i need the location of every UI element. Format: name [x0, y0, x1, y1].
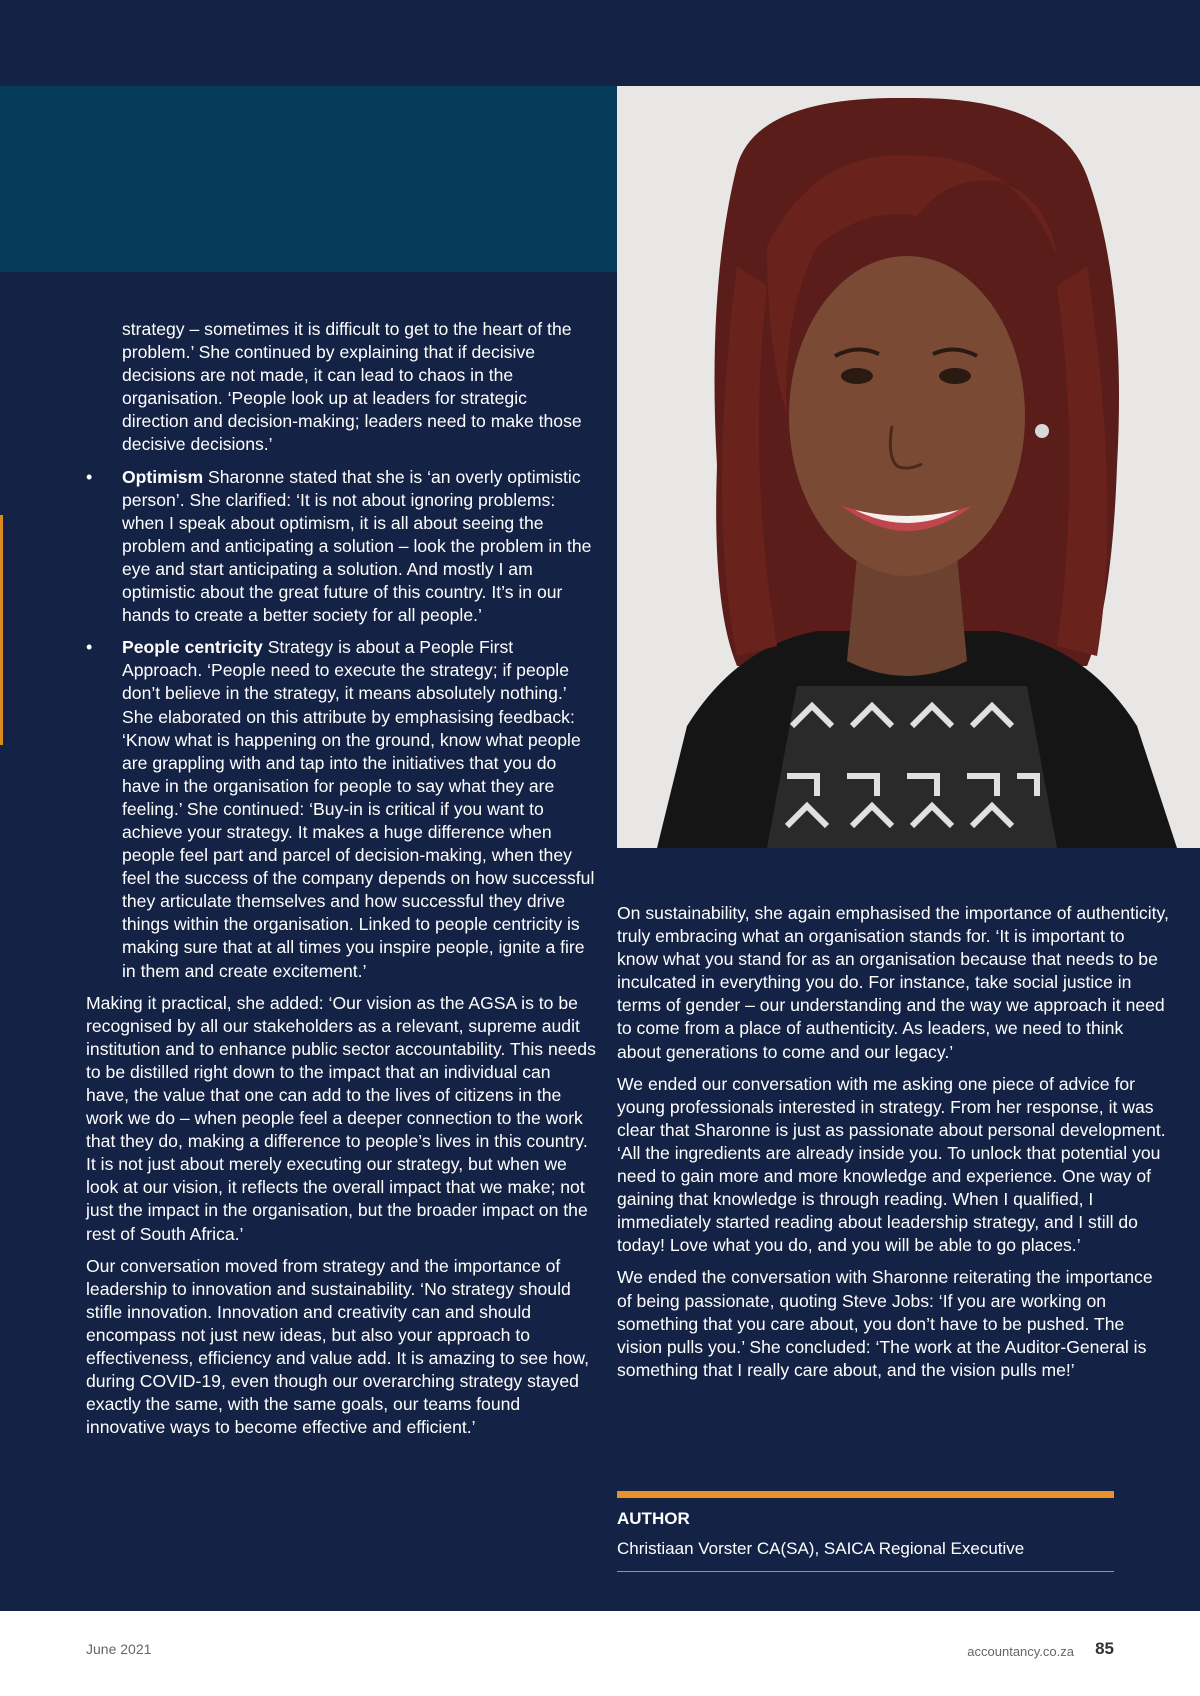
bullet-text: Sharonne stated that she is ‘an overly optimistic person’. She clarified: ‘It is not about ignoring problems: when I speak about optimism, it is all about seeing the problem and anticipating a solution – look the problem in the eye and start anticipating a solution. And mostly I am optimistic about the great future of this country. It’s in our hands to create a better society for all people.’: [122, 466, 592, 626]
paragraph: We ended our conversation with me asking one piece of advice for young professionals interested in strategy. From her response, it was clear that Sharonne is just as passionate about personal development. ‘All the ingredients are already inside you. To unlock that potential you need to gain more and more knowledge and experience. One way of gaining that knowledge is through reading. When I qualified, I immediately started reading about leadership strategy, and I still do today! Love what you do, and you will be able to go places.’: [617, 1073, 1166, 1256]
portrait-photo: [617, 86, 1200, 848]
paragraph: Making it practical, she added: ‘Our vision as the AGSA is to be recognised by all our stakeholders as a relevant, supreme audit institution and to enhance public sector accountability. This needs to be distilled right down to the impact that an individual can have, the value that one can add to the lives of citizens in the work we do – when people feel a deeper connection to the work that they do, making a difference to people’s lives in this country. It is not just about merely executing our strategy, but when we look at our vision, it reflects the overall impact that we make; not just the impact in the organisation, but the broader impact on the rest of South Africa.’: [86, 992, 596, 1244]
author-accent-bar: [617, 1491, 1114, 1498]
author-divider: [617, 1571, 1114, 1572]
paragraph: On sustainability, she again emphasised the importance of authenticity, truly embracing what an organisation stands for. ‘It is important to know what you stand for as an organisation because that needs to be inculcated in everything you do. For instance, take social justice in terms of gender – our understanding and the way we approach it need to come from a place of authenticity. As leaders, we need to think about generations to come and our legacy.’: [617, 903, 1169, 1062]
paragraph: Our conversation moved from strategy and the importance of leadership to innovation and sustainability. ‘No strategy should stifle innovation. Innovation and creativity can and should encompass not just new ideas, but also your approach to effectiveness, efficiency and value add. It is amazing to see how, during COVID-19, even though our overarching strategy stayed exactly the same, with the same goals, our teams found innovative ways to become effective and efficient.’: [86, 1255, 590, 1438]
bullet-title: People centricity: [122, 637, 263, 658]
bullet-optimism: [86, 466, 596, 628]
paragraph: We ended the conversation with Sharonne reiterating the importance of being passionate, quoting Steve Jobs: ‘If you are working on something that you care about, you don’t have to be pushed. The vision pulls you.’ She concluded: ‘The work at the Auditor-General is something that I really care about, and the vision pulls me!’: [617, 1267, 1153, 1380]
bullet-dot: •: [86, 637, 93, 658]
right-column: [617, 902, 1170, 1391]
website-link[interactable]: accountancy.co.za: [967, 1644, 1074, 1659]
bullet-dot: •: [86, 466, 93, 487]
header-color-band: [0, 86, 617, 272]
margin-accent-line: [0, 515, 3, 745]
bullet-text: Strategy is about a People First Approach. ‘People need to execute the strategy; if people don’t believe in the strategy, it means absolutely nothing.’ She elaborated on this attribute by emphasising feedback: ‘Know what is happening on the ground, know what people are grappling with and tap into the initiatives that you do have in the organisation for people to say what they are feeling.’ She continued: ‘Buy-in is critical if you want to achieve your strategy. It makes a huge difference when people feel part and parcel of decision-making, when they feel the success of the company depends on how successful they articulate themselves and how successful they drive things within the organisation. Linked to people centricity is making sure that at all times you inspire people, ignite a fire in them and create excitement.’: [122, 637, 595, 981]
page-footer: [0, 1611, 1200, 1696]
page-number: 85: [1095, 1639, 1114, 1658]
paragraph-continuation: strategy – sometimes it is difficult to get to the heart of the problem.’ She continued by explaining that if decisive decisions are not made, it can lead to chaos in the organisation. ‘People look up at leaders for strategic direction and decision-making; leaders need to make those decisive decisions.’: [122, 319, 582, 455]
bullet-people-centricity: [86, 636, 596, 982]
bullet-title: Optimism: [122, 466, 204, 487]
author-name: Christiaan Vorster CA(SA), SAICA Regional Executive: [617, 1539, 1025, 1558]
issue-date: June 2021: [86, 1641, 152, 1657]
author-heading: AUTHOR: [617, 1509, 690, 1528]
left-column: [86, 318, 596, 1448]
